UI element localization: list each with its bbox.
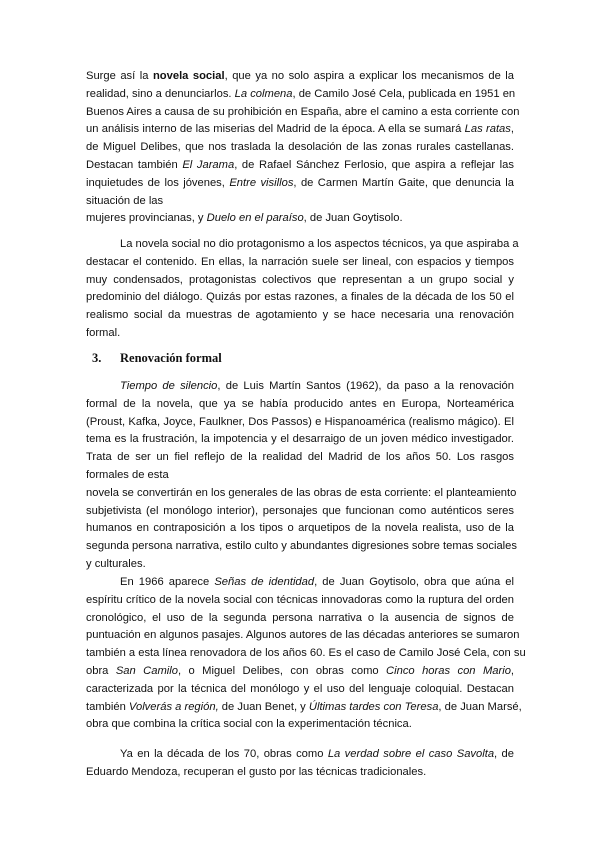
work-title: Últimas tardes con Teresa — [308, 700, 439, 713]
paragraph-senas-de-identidad — [86, 574, 526, 734]
text-line: Ya en la década de los 70, obras como La verdad sobre el caso Savolta, de — [120, 748, 514, 760]
paragraph-anos-70 — [86, 746, 514, 782]
text-line: formales de esta — [86, 468, 169, 481]
text-line: predominio del diálogo. Quizás por estas razones, a finales de la década de los 50 el — [86, 291, 514, 304]
paragraph-agotamiento — [86, 236, 519, 343]
work-title: Las ratas — [464, 123, 511, 136]
text-line: segunda persona narrativa, estilo culto y abundantes digresiones sobre temas sociales — [86, 540, 517, 553]
text-line: situación de las — [86, 194, 164, 207]
text-line: y culturales. — [86, 557, 146, 570]
text-line: inquietudes de los jóvenes, Entre visillos, de Carmen Martín Gaite, que denuncia la — [86, 176, 515, 189]
text-line: formal. — [86, 326, 121, 339]
text-line: tema es la frustración, la impotencia y el desarraigo de un joven médico investigador. — [86, 433, 514, 446]
work-title: La verdad sobre el caso Savolta — [327, 748, 495, 760]
text-line: La novela social no dio protagonismo a los aspectos técnicos, ya que aspiraba a — [120, 238, 519, 250]
section-heading — [92, 350, 222, 368]
text-line: también Volverás a región, de Juan Benet, y Últimas tardes con Teresa, de Juan Marsé, — [86, 700, 522, 713]
text-line: destacar el contenido. En ellas, la narración suele ser lineal, con espacios y tiempos — [86, 255, 514, 268]
text-line: Surge así la novela social, que ya no solo aspira a explicar los mecanismos de la — [86, 70, 514, 82]
text-line: cronológico, el uso de la segunda persona narrativa o la ausencia de signos de — [86, 611, 514, 624]
text-line: también a esta línea renovadora de los años 60. Es el caso de Camilo José Cela, con su — [86, 647, 526, 660]
text-line: caracterizada por la técnica del monólogo y el uso del lenguaje coloquial. Destacan — [86, 682, 514, 695]
text-line: humanos en contraposición a los tipos o arquetipos de la novela realista, uso de la — [86, 522, 514, 535]
key-term: novela social — [152, 70, 225, 82]
text-line: En 1966 aparece Señas de identidad, de Juan Goytisolo, obra que aúna el — [120, 576, 515, 588]
text-line: Buenos Aires a causa de su prohibición en España, abre el camino a esta corriente con — [86, 105, 520, 118]
work-title: Duelo en el paraíso — [206, 212, 304, 225]
work-title: Cinco horas con Mario — [386, 664, 511, 677]
section-number: 3. — [92, 351, 102, 365]
text-line: realidad, sino a denunciarlos. La colmena, de Camilo José Cela, publicada en 1951 en — [86, 87, 516, 100]
text-line: Trata de ser un fiel reflejo de la realidad del Madrid de los años 50. Los rasgos — [86, 451, 514, 464]
work-title: El Jarama — [182, 158, 235, 171]
text-line: un análisis interno de las miserias del Madrid de la época. A ella se sumará Las ratas, — [86, 123, 514, 136]
paragraph-tiempo-de-silencio — [86, 378, 517, 574]
text-line: de Miguel Delibes, que nos traslada la desolación de las zonas rurales castellanas. — [86, 141, 514, 154]
work-title: Volverás a región, — [128, 700, 219, 713]
text-line: subjetivista (el monólogo interior), personajes que funcionan como auténticos seres — [86, 504, 514, 517]
text-line: realismo social da muestras de agotamiento y se hace necesaria una renovación — [86, 309, 514, 322]
section-title: Renovación formal — [120, 351, 222, 365]
text-line: (Proust, Kafka, Joyce, Faulkner, Dos Passos) e Hispanoamérica (realismo mágico). El — [86, 415, 514, 428]
text-line: Destacan también El Jarama, de Rafael Sánchez Ferlosio, que aspira a reflejar las — [86, 158, 514, 171]
text-line: Tiempo de silencio, de Luis Martín Santos (1962), da paso a la renovación — [120, 380, 514, 392]
text-line: novela se convertirán en los generales de las obras de esta corriente: el planteamiento — [86, 486, 517, 499]
text-line: Eduardo Mendoza, recuperan el gusto por las técnicas tradicionales. — [86, 765, 427, 778]
paragraph-novela-social — [86, 68, 520, 228]
work-title: San Camilo — [115, 664, 178, 677]
work-title: Tiempo de silencio — [120, 380, 218, 392]
text-line: mujeres provincianas, y Duelo en el paraíso, de Juan Goytisolo. — [86, 212, 403, 225]
text-line: obra que combina la crítica social con la experimentación técnica. — [86, 718, 412, 731]
text-line: espíritu crítico de la novela social con técnicas innovadoras como la ruptura del orden — [86, 593, 514, 606]
text-line: puntuación en algunos pasajes. Algunos autores de las décadas anteriores se sumaron — [86, 629, 520, 642]
text-line: formal de la novela, que ya se había producido antes en Europa, Norteamérica — [86, 397, 514, 410]
work-title: La colmena — [234, 87, 293, 100]
text-line: obra San Camilo, o Miguel Delibes, con obras como Cinco horas con Mario, — [86, 664, 515, 677]
text-line: muy condensados, protagonistas colectivos que representan a un grupo social y — [86, 273, 514, 286]
work-title: Entre visillos — [229, 176, 294, 189]
work-title: Señas de identidad — [214, 576, 315, 588]
